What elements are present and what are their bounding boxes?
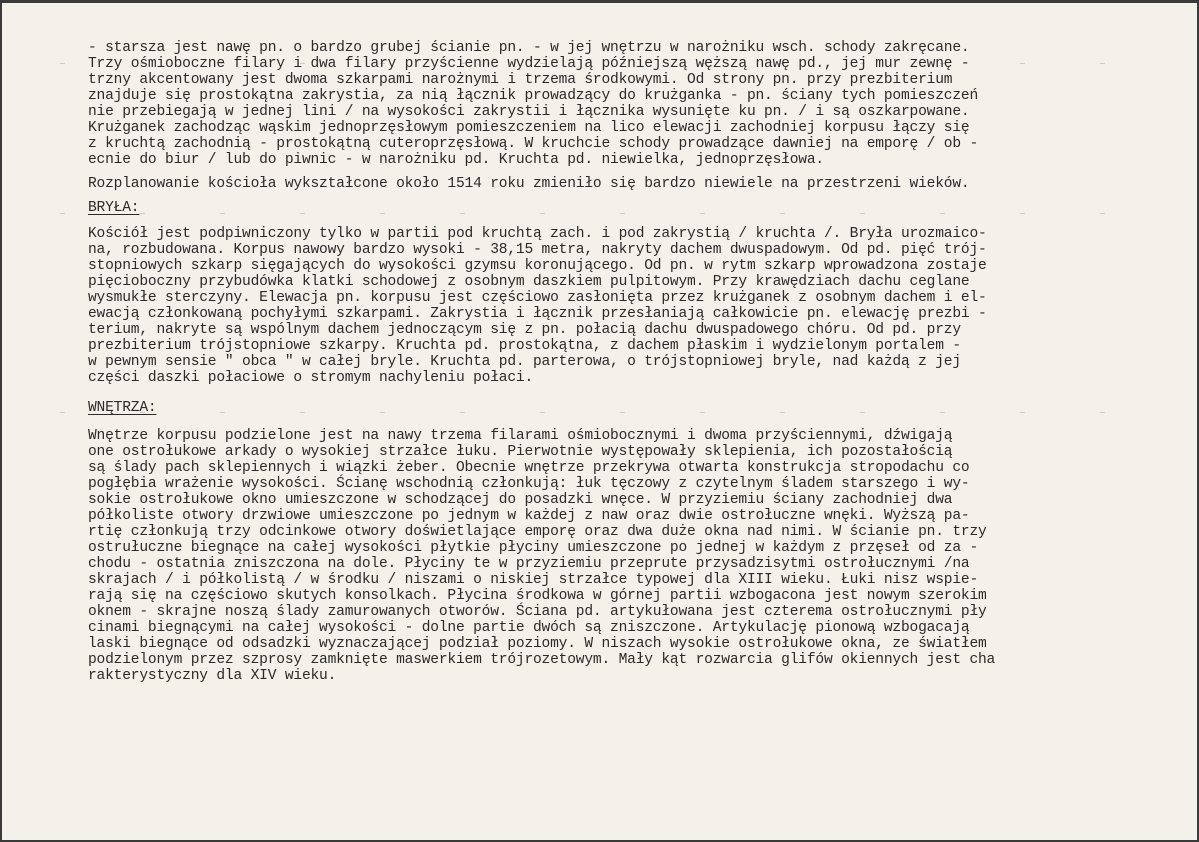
bryla-line: części daszki połaciowe o stromym nachyleniu połaci. [88,370,533,386]
bryla-line: stopniowych szkarp sięgających do wysokości gzymsu koronującego. Od pn. w rytm szkarp wprowadzona zostaje [88,258,987,274]
faint-ruling [60,213,1150,214]
faint-ruling [60,412,1150,413]
wnetrza-line: laski biegnące od odsadzki wyznaczającej podział poziomy. W niszach wysokie ostrołukowe okna, ze światłem [88,636,987,652]
bryla-line: Kościół jest podpiwniczony tylko w partii pod kruchtą zach. i pod zakrystią / kruchta /. Bryła urozmaico- [88,226,987,242]
wnetrza-line: półkoliste otwory drzwiowe umieszczone po jednym w każdej z naw oraz dwie ostrołuczne wnęki. Wyższą pa- [88,508,970,524]
bryla-line: ewacją członkowaną pochyłymi szkarpami. Zakrystia i łącznik przesłaniają całkowicie pn. elewację prezbi - [88,306,987,322]
wnetrza-line: rakterystyczny dla XIV wieku. [88,668,337,684]
section-heading-wnetrza: WNĘTRZA: [88,400,157,416]
wnetrza-line: rtię członkują trzy odcinkowe otwory doświetlające emporę oraz dwa duże okna nad nimi. W ścianie pn. trzy [88,524,987,540]
wnetrza-line: oknem - skrajne noszą ślady zamurowanych otworów. Ściana pd. artykułowana jest czterema ostrołucznymi pły [88,604,987,620]
wnetrza-line: cinami biegnącymi na całej wysokości - dolne partie dwóch są zniszczone. Artykulację pionową wzbogacają [88,620,970,636]
bryla-line: pięcioboczny przybudówka klatki schodowej z osobnym daszkiem pulpitowym. Przy krawędziach dachu ceglane [88,274,970,290]
bryla-line: prezbiterium trójstopniowe szkarpy. Kruchta pd. prostokątna, z dachem płaskim i wydzielonym portalem - [88,338,961,354]
wnetrza-line: są ślady pach sklepiennych i wiązki żeber. Obecnie wnętrze przekrywa otwarta konstrukcja stropodachu co [88,460,970,476]
wnetrza-line: chodu - ostatnia zniszczona na dole. Płyciny te w przyziemiu przeprute przysadzisytmi ostrołucznymi /na [88,556,970,572]
wnetrza-line: pogłębia wrażenie wysokości. Ścianę wschodnią członkują: łuk tęczowy z czytelnym śladem starszego i wy- [88,476,970,492]
wnetrza-line: sokie ostrołukowe okno umieszczone w schodzącej do posadzki wnęce. W przyziemiu ściany zachodniej dwa [88,492,953,508]
wnetrza-line: Wnętrze korpusu podzielone jest na nawy trzema filarami ośmiobocznymi i dwoma przyściennymi, dźwigają [88,428,953,444]
bryla-line: na, rozbudowana. Korpus nawowy bardzo wysoki - 38,15 metra, nakryty dachem dwuspadowym. Od pd. pięć trój- [88,242,987,258]
intro-line: trzny akcentowany jest dwoma szkarpami narożnymi i trzema środkowymi. Od strony pn. przy prezbiterium [88,72,953,88]
intro-line: ecnie do biur / lub do piwnic - w narożniku pd. Kruchta pd. niewielka, jednoprzęsłowa. [88,152,824,168]
intro-line: znajduje się prostokątna zakrystia, za nią łącznik prowadzący do krużganka - pn. ściany tych pomieszczeń [88,88,978,104]
section-heading-bryla: BRYŁA: [88,200,140,216]
bryla-line: terium, nakryte są wspólnym dachem jednoczącym się z pn. połacią dachu dwuspadowego chóru. Od pd. przy [88,322,961,338]
intro-line: z kruchtą zachodnią - prostokątną cuteroprzęsłową. W kruchcie schody prowadzące dawniej na emporę / ob - [88,136,978,152]
wnetrza-line: rają się na częściowo skutych konsolkach. Płycina środkowa w górnej partii wzbogacona jest nowym szerokim [88,588,987,604]
intro-line: nie przebiegają w jednej lini / na wysokości zakrystii i łącznika wysunięte ku pn. / i są oszkarpowane. [88,104,970,120]
bryla-line: wysmukłe sterczyny. Elewacja pn. korpusu jest częściowo zasłonięta przez krużganek z osobnym dachem i el- [88,290,987,306]
intro-line: - starsza jest nawę pn. o bardzo grubej ścianie pn. - w jej wnętrzu w narożniku wsch. schody zakręcane. [88,40,970,56]
bryla-line: w pewnym sensie " obca " w całej bryle. Kruchta pd. parterowa, o trójstopniowej bryle, nad każdą z jej [88,354,961,370]
wnetrza-line: one ostrołukowe arkady o wysokiej strzałce łuku. Pierwotnie występowały sklepienia, ich pozostałością [88,444,953,460]
wnetrza-line: ostrułuczne biegnące na całej wysokości płytkie płyciny umieszczone po jednej w każdym z przęseł od za - [88,540,978,556]
wnetrza-line: podzielonym przez szprosy zamknięte maswerkiem trójrozetowym. Mały kąt rozwarcia glifów okiennych jest cha [88,652,996,668]
intro-line: Trzy ośmioboczne filary i dwa filary przyścienne wydzielają późniejszą węższą nawę pd., jej mur zewnę - [88,56,970,72]
intro-line: Krużganek zachodząc wąskim jednoprzęsłowym pomieszczeniem na lico elewacji zachodniej korpusu łączy się [88,120,970,136]
wnetrza-line: skrajach / i półkolistą / w środku / niszami o niskiej strzałce typowej dla XIII wieku. Łuki nisz wspie- [88,572,978,588]
intro-line: Rozplanowanie kościoła wykształcone około 1514 roku zmieniło się bardzo niewiele na przestrzeni wieków. [88,176,970,192]
